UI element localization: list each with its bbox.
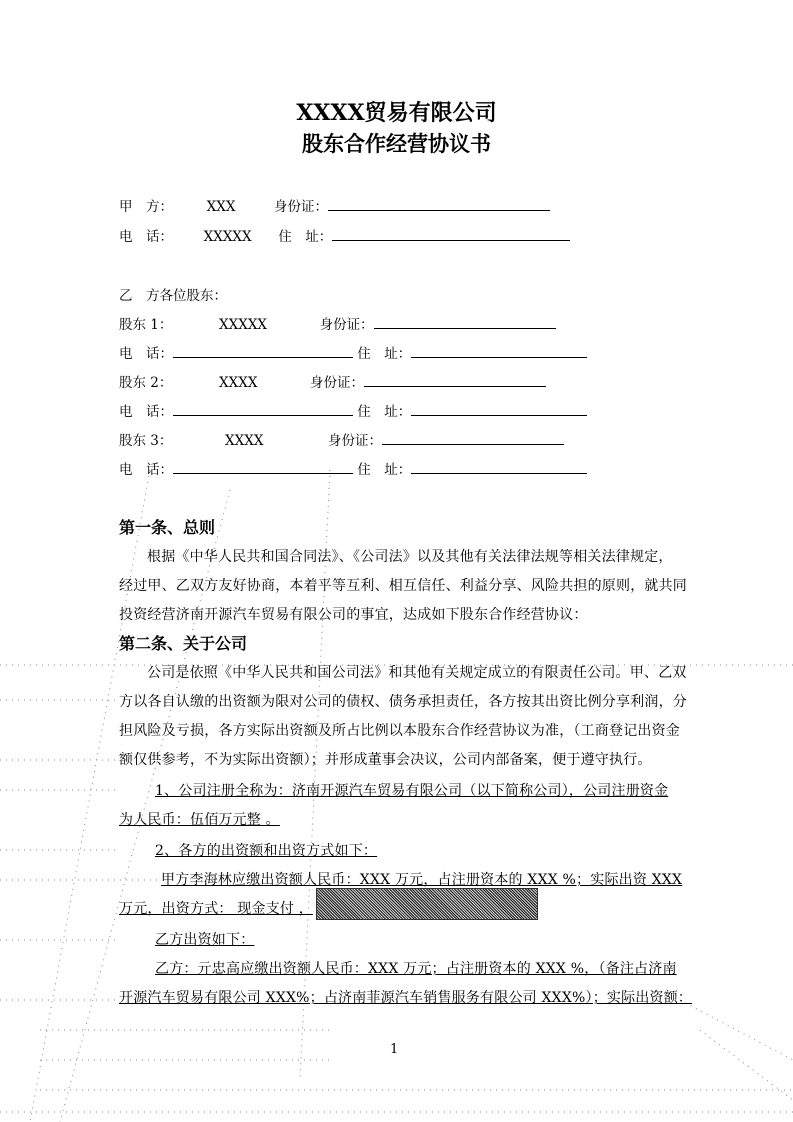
party-a-id-blank xyxy=(328,196,550,211)
holder1-phone-label: 电 话： xyxy=(119,346,173,362)
article2-line: 担风险及亏损，各方实际出资额及所占比例以本股东合作经营协议为准，（工商登记出资金 xyxy=(119,723,680,739)
article2-line: 公司是依照《中华人民共和国公司法》和其他有关规定成立的有限责任公司。甲、乙双 xyxy=(147,665,687,681)
holder3-phone-blank xyxy=(173,459,353,474)
redacted-block xyxy=(316,888,538,920)
holder2-name: XXXX xyxy=(218,375,258,391)
holder2-id-blank xyxy=(364,372,546,387)
party-a-label: 甲 方： xyxy=(119,199,173,215)
party-b-contribution-line: 开源汽车贸易有限公司 XXX%；占济南菲源汽车销售服务有限公司 XXX%）；实际出资额： xyxy=(119,990,693,1006)
holder1-phone-blank xyxy=(173,343,353,358)
holder1-addr-label: 住 址： xyxy=(357,346,412,362)
holder2-row xyxy=(119,371,546,391)
holder2-addr-blank xyxy=(411,401,587,416)
party-a-phone-label: 电 话： xyxy=(119,229,173,245)
holder2-phone-blank xyxy=(173,401,353,416)
doc-title-line1: XXXX贸易有限公司 xyxy=(296,100,497,126)
holder2-addr-label: 住 址： xyxy=(357,404,412,420)
holder1-id-blank xyxy=(374,314,556,329)
holder3-phone-row xyxy=(119,458,587,478)
holder1-name: XXXXX xyxy=(218,317,268,333)
article1-line: 根据《中华人民共和国合同法》、《公司法》以及其他有关法律法规等相关法律规定， xyxy=(147,549,673,565)
holder3-id-label: 身份证： xyxy=(328,433,383,449)
holder2-label: 股东 2： xyxy=(119,375,173,391)
doc-title-line2: 股东合作经营协议书 xyxy=(302,131,491,156)
holder3-name: XXXX xyxy=(224,433,264,449)
item1-line: 为人民币：伍佰万元整 。 xyxy=(119,812,280,828)
party-a-contribution-line: 万元，出资方式： 现金支付 ， xyxy=(119,901,313,917)
party-b-contribution-line: 乙方：亓忠高应缴出资额人民币：XXX 万元；占注册资本的 XXX %，（备注占济南 xyxy=(155,961,677,977)
holder2-phone-row xyxy=(119,400,587,420)
holder2-id-label: 身份证： xyxy=(310,375,365,391)
party-a-name: XXX xyxy=(206,199,236,215)
holder3-id-blank xyxy=(382,430,564,445)
holder2-phone-label: 电 话： xyxy=(119,404,173,420)
item2-line: 2、各方的出资额和出资方式如下： xyxy=(155,843,378,859)
party-a-phone: XXXXX xyxy=(203,229,252,245)
article2-line: 方以各自认缴的出资额为限对公司的债权、债务承担责任，各方按其出资比例分享利润，分 xyxy=(119,694,687,710)
party-a-contribution-line: 甲方李海林应缴出资额人民币：XXX 万元，占注册资本的 XXX %；实际出资 XXX xyxy=(161,872,683,888)
holder3-addr-blank xyxy=(411,459,587,474)
holder1-addr-blank xyxy=(411,343,587,358)
article1-line: 经过甲、乙双方友好协商，本着平等互利、相互信任、利益分享、风险共担的原则，就共同 xyxy=(119,578,687,594)
page-number: 1 xyxy=(390,1042,399,1057)
holder3-addr-label: 住 址： xyxy=(357,462,412,478)
holder3-label: 股东 3： xyxy=(119,433,173,449)
holder1-phone-row xyxy=(119,342,587,362)
article2-heading: 第二条、关于公司 xyxy=(119,634,248,653)
holder1-label: 股东 1： xyxy=(119,317,173,333)
holder1-row xyxy=(119,313,556,333)
party-a-addr-label: 住 址： xyxy=(278,229,333,245)
party-b-heading: 乙 方各位股东： xyxy=(119,288,227,304)
party-a-phone-row xyxy=(119,225,570,245)
party-a-id-label: 身份证： xyxy=(274,199,329,215)
article1-heading: 第一条、总则 xyxy=(119,518,216,537)
holder3-row xyxy=(119,429,564,449)
party-b-contribution-heading: 乙方出资如下： xyxy=(155,932,255,948)
holder3-phone-label: 电 话： xyxy=(119,462,173,478)
holder1-id-label: 身份证： xyxy=(319,317,374,333)
article1-line: 投资经营济南开源汽车贸易有限公司的事宜，达成如下股东合作经营协议： xyxy=(119,607,588,623)
article2-line: 额仅供参考，不为实际出资额）；并形成董事会决议，公司内部备案，便于遵守执行。 xyxy=(119,752,652,768)
party-a-addr-blank xyxy=(332,226,570,241)
party-a-row xyxy=(119,195,550,215)
item1-line: 1、公司注册全称为：济南开源汽车贸易有限公司（以下简称公司），公司注册资金 xyxy=(155,783,669,799)
